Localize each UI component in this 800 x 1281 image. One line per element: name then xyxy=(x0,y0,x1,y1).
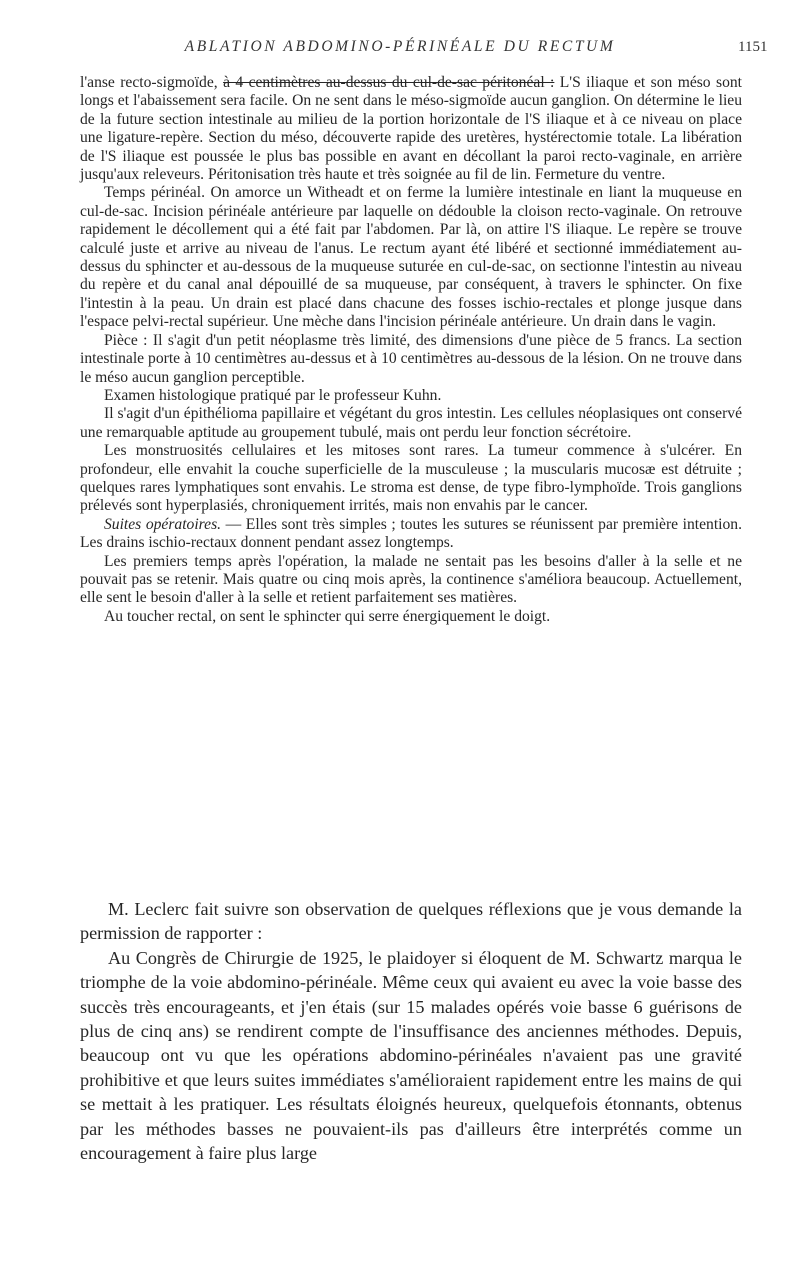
observation-paragraph: Au toucher rectal, on sent le sphincter qui serre énergiquement le doigt. xyxy=(104,607,551,625)
observation-paragraph: Les monstruosités cellulaires et les mitoses sont rares. La tumeur commence à s'ulcérer. En profondeur, elle envahit la couche superficielle de la musculeuse ; la muscularis mucosæ est détruite ; quelques rares lymphatiques sont envahis. Le stroma est dense, de type fibro-lymphoïde. Trois ganglions prélevés sont hyperplasiés, chroniquement irrités, mais non envahis par le cancer. xyxy=(80,442,742,515)
commentary-paragraph: M. Leclerc fait suivre son observation de quelques réflexions que je vous demande la permission de rapporter : xyxy=(80,899,742,944)
paragraph-text: L'S iliaque et son méso sont longs et l'abaissement sera facile. On ne sent dans le méso-sigmoïde aucun ganglion. On détermine le lieu de la future section intestinale au milieu de la portion horizontale de l'S iliaque et à ce niveau on place une ligature-repère. Section du méso, découverte rapide des uretères, hystérectomie totale. La libération de l'S iliaque est poussée le plus bas possible en avant en décollant la paroi recto-vaginale, en arrière jusqu'aux releveurs. Péritonisation très haute et très soignée au fil de lin. Fermeture du ventre. xyxy=(80,74,742,184)
observation-paragraph xyxy=(80,74,742,184)
observation-paragraph: Il s'agit d'un épithélioma papillaire et végétant du gros intestin. Les cellules néoplasiques ont conservé une remarquable aptitude au groupement tubulé, mais ont perdu leur fonction sécrétoire. xyxy=(80,405,742,441)
struck-through-text: à 4 centimètres au-dessus du cul-de-sac péritonéal : xyxy=(223,74,555,91)
observation-paragraph: Les premiers temps après l'opération, la malade ne sentait pas les besoins d'aller à la selle et ne pouvait pas se retenir. Mais quatre ou cinq mois après, la continence s'améliora beaucoup. Actuellement, elle sent le besoin d'aller à la selle et retient parfaitement ses matières. xyxy=(80,552,742,607)
page-header xyxy=(0,34,800,60)
observation-paragraph: Temps périnéal. On amorce un Witheadt et on ferme la lumière intestinale en liant la muqueuse en cul-de-sac. Incision périnéale antérieure par laquelle on dédouble la cloison recto-vaginale. On retrouve rapidement le décollement qui a été fait par l'abdomen. Par là, on attire l'S iliaque. Le repère se trouve calculé juste et arrive au niveau de l'anus. Le rectum ayant été libéré et sectionné immédiatement au-dessus du sphincter et au-dessous de la muqueuse suturée en cul-de-sac, on sectionne l'intestin au niveau du repère et du canal anal dépouillé de sa muqueuse, par conséquent, à travers le sphincter. On fixe l'intestin à la peau. Un drain est placé dans chacune des fosses ischio-rectales et plonge jusque dans l'espace pelvi-rectal supérieur. Une mèche dans l'incision périnéale antérieure. Un drain dans le vagin. xyxy=(80,184,742,331)
section-heading-italic: Suites opératoires. xyxy=(104,515,222,533)
observation-text xyxy=(80,74,742,626)
commentary-paragraph: Au Congrès de Chirurgie de 1925, le plaidoyer si éloquent de M. Schwartz marqua le triomphe de la voie abdomino-périnéale. Même ceux qui avaient eu avec la voie basse des succès très encourageants, et j'en étais (sur 15 malades opérés voie basse 6 guérisons de plus de cinq ans) se rendirent compte de l'insuffisance des anciennes méthodes. Depuis, beaucoup ont vu que les opérations abdomino-périnéales n'avaient pas une gravité prohibitive et que leurs suites immédiates s'amélioraient rapidement entre les mains de qui se mettait à les pratiquer. Les résultats éloignés heureux, quelquefois étonnants, obtenus par les méthodes basses ne pouvaient-ils pas d'ailleurs être interprétés comme un encouragement à faire plus large xyxy=(80,947,742,1164)
page-number: 1151 xyxy=(738,39,768,55)
observation-paragraph xyxy=(80,516,742,553)
commentary-text xyxy=(80,897,742,1165)
paragraph-text: — Elles sont très simples ; toutes les sutures se réunissent par première intention. Les drains ischio-rectaux donnent pendant assez longtemps. xyxy=(80,515,742,552)
observation-paragraph: Pièce : Il s'agit d'un petit néoplasme très limité, des dimensions d'une pièce de 5 francs. La section intestinale porte à 10 centimètres au-dessus et à 10 centimètres au-dessous de la lésion. On ne trouve dans le méso aucun ganglion perceptible. xyxy=(80,331,742,386)
observation-paragraph: Examen histologique pratiqué par le professeur Kuhn. xyxy=(104,386,442,404)
paragraph-text: l'anse recto-sigmoïde, xyxy=(80,74,224,91)
running-title: ABLATION ABDOMINO-PÉRINÉALE DU RECTUM xyxy=(184,38,616,55)
